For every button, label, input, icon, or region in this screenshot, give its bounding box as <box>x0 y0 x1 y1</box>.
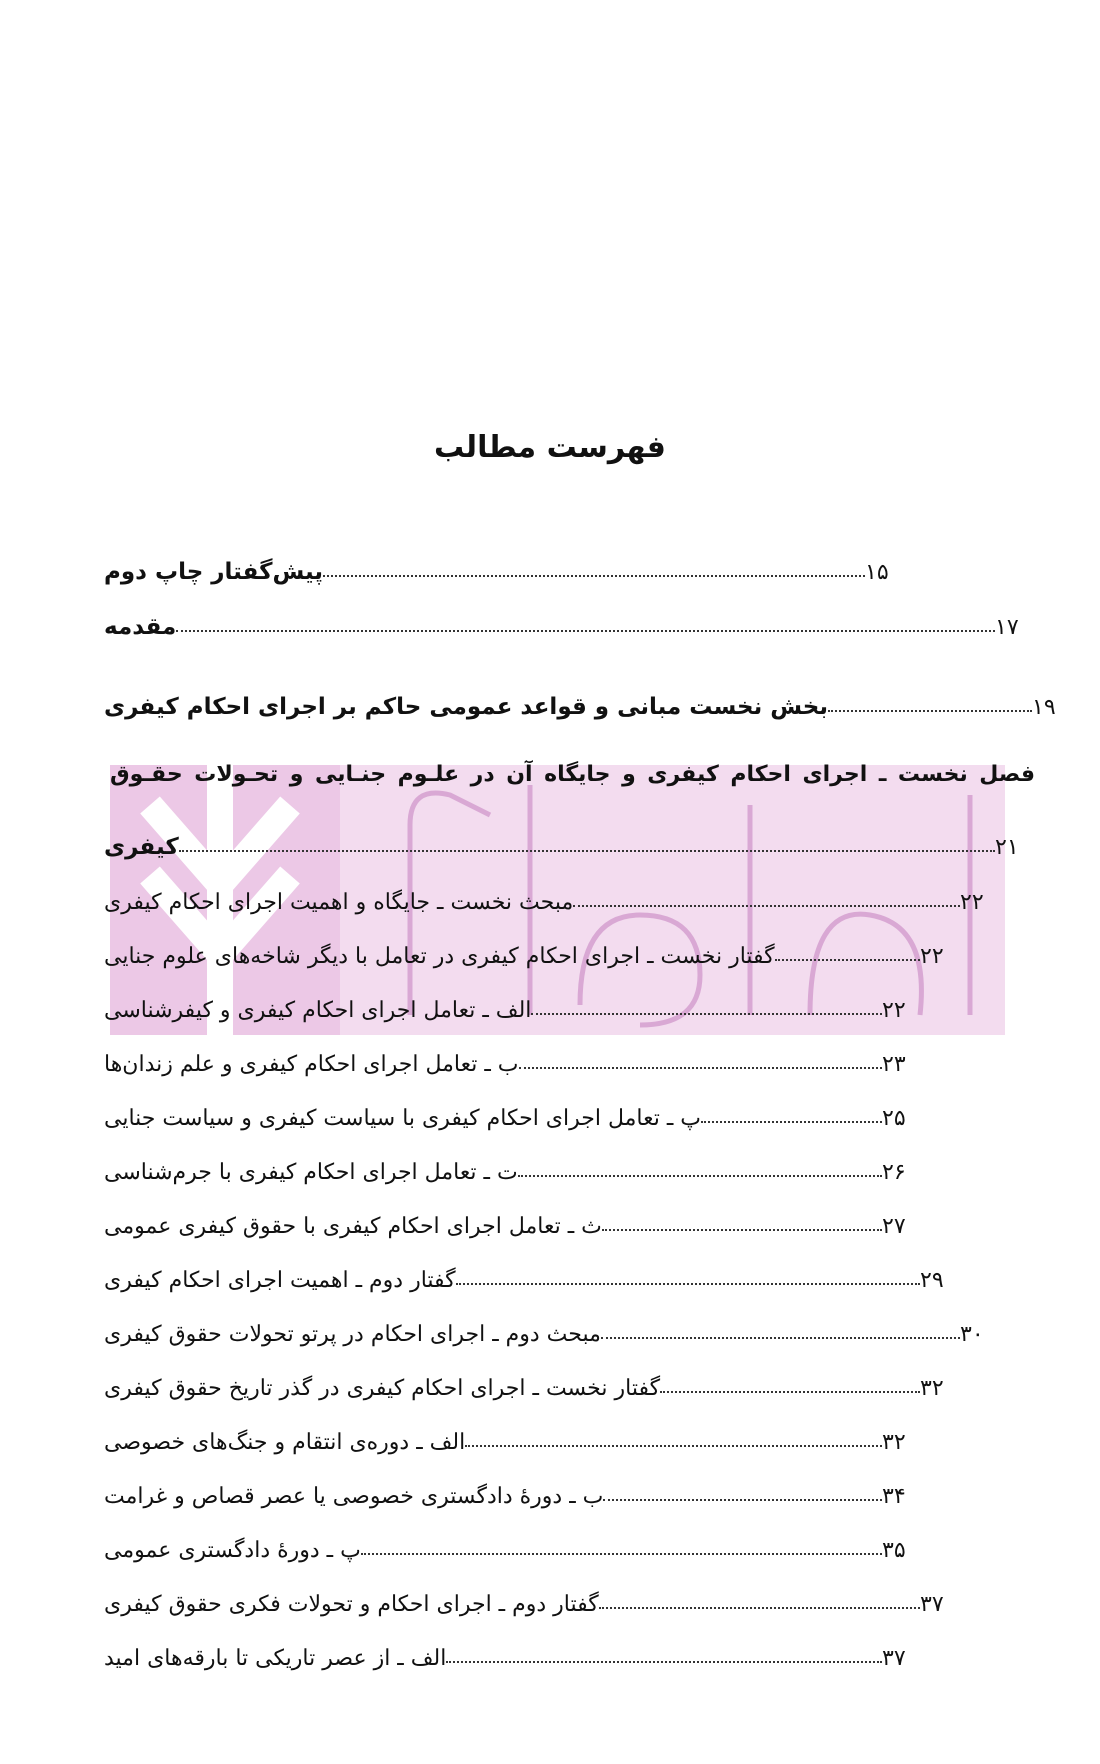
toc-entry-title: گفتار دوم ـ اجرای احکام و تحولات فکری حقوق کیفری <box>104 1592 599 1617</box>
dot-leader <box>531 1013 882 1015</box>
toc-entry-title: الف ـ از عصر تاریکی تا بارقه‌های امید <box>104 1646 447 1671</box>
dot-leader <box>179 850 995 852</box>
page-title: فهرست مطالب <box>434 430 666 465</box>
toc-page-number: ۱۹ <box>1032 695 1056 720</box>
toc-entry-title: الف ـ تعامل اجرای احکام کیفری و کیفرشناسی <box>104 998 532 1023</box>
toc-page-number: ۳۴ <box>882 1484 906 1509</box>
toc-entry-title: ت ـ تعامل اجرای احکام کیفری با جرم‌شناسی <box>104 1160 518 1185</box>
toc-page-number: ۲۵ <box>882 1106 906 1131</box>
toc-entry <box>100 1307 1000 1347</box>
toc-entry <box>100 1037 922 1077</box>
dot-leader <box>603 1499 882 1501</box>
dot-leader <box>828 710 1032 712</box>
toc-page-number: ۳۵ <box>882 1538 906 1563</box>
toc-entry-title: ب ـ تعامل اجرای احکام کیفری و علم زندان‌ها <box>104 1052 519 1077</box>
toc-entry-title: بخش نخست مبانی و قواعد عمومی حاکم بر اجرای احکام کیفری <box>104 694 828 720</box>
dot-leader <box>361 1553 882 1555</box>
toc-entry <box>100 1199 922 1239</box>
toc-entry <box>100 875 1000 915</box>
toc-entry <box>100 1523 922 1563</box>
toc-entry-title: پیش‌گفتار چاپ دوم <box>104 559 324 585</box>
toc-page-number: ۱۵ <box>865 560 889 585</box>
toc-entry-title: مبحث نخست ـ جایگاه و اهمیت اجرای احکام کیفری <box>104 890 574 915</box>
dot-leader <box>701 1121 882 1123</box>
toc-page-number: ۲۹ <box>920 1268 944 1293</box>
toc-entry-title: گفتار نخست ـ اجرای احکام کیفری در تعامل با دیگر شاخه‌های علوم جنایی <box>104 944 775 969</box>
toc-entry-title: پ ـ تعامل اجرای احکام کیفری با سیاست کیفری و سیاست جنایی <box>104 1106 702 1131</box>
toc-page-number: ۲۲ <box>960 890 984 915</box>
toc-entry <box>100 1091 922 1131</box>
toc-entry <box>100 600 1035 640</box>
toc-entry <box>100 1577 960 1617</box>
toc-entry-title: مقدمه <box>104 614 177 640</box>
toc-page-number: ۳۰ <box>960 1322 984 1347</box>
toc-entry <box>100 1631 922 1671</box>
toc-entry-title: الف ـ دوره‌ی انتقام و جنگ‌های خصوصی <box>104 1430 466 1455</box>
dot-leader <box>599 1607 920 1609</box>
toc-page-number: ۲۶ <box>882 1160 906 1185</box>
toc-page-number: ۳۲ <box>882 1430 906 1455</box>
dot-leader <box>573 905 960 907</box>
toc-entry <box>100 1361 960 1401</box>
dot-leader <box>602 1229 882 1231</box>
toc-entry-title: پ ـ دورهٔ دادگستری عمومی <box>104 1538 361 1563</box>
toc-entry <box>100 820 1035 860</box>
toc-entry-title: ث ـ تعامل اجرای احکام کیفری با حقوق کیفری عمومی <box>104 1214 602 1239</box>
toc-page-number: ۲۷ <box>882 1214 906 1239</box>
dot-leader <box>456 1283 920 1285</box>
toc-entry-title: کیفری <box>104 834 179 860</box>
toc-page-number: ۱۷ <box>995 615 1019 640</box>
toc-entry-title-line1: فصل نخست ـ اجرای احکام کیفری و جایگاه آن در علـوم جنـایی و تحـولات حقـوق <box>110 762 1035 787</box>
toc-entry <box>100 1469 922 1509</box>
dot-leader <box>519 1067 883 1069</box>
toc-page-number: ۲۳ <box>882 1052 906 1077</box>
toc-entry <box>100 929 960 969</box>
toc-page-number: ۲۲ <box>882 998 906 1023</box>
dot-leader <box>323 575 865 577</box>
toc-page-number: ۳۷ <box>882 1646 906 1671</box>
toc-entry <box>100 680 1072 720</box>
toc-entry-title: مبحث دوم ـ اجرای احکام در پرتو تحولات حقوق کیفری <box>104 1322 601 1347</box>
toc-page-number: ۲۱ <box>995 835 1019 860</box>
toc-entry-title: گفتار دوم ـ اهمیت اجرای احکام کیفری <box>104 1268 456 1293</box>
dot-leader <box>446 1661 882 1663</box>
toc-page-number: ۲۲ <box>920 944 944 969</box>
toc-entry <box>100 545 905 585</box>
dot-leader <box>518 1175 882 1177</box>
dot-leader <box>176 630 995 632</box>
toc-entry-title: گفتار نخست ـ اجرای احکام کیفری در گذر تاریخ حقوق کیفری <box>104 1376 661 1401</box>
dot-leader <box>660 1391 920 1393</box>
toc-entry <box>100 983 922 1023</box>
toc-entry <box>100 1415 922 1455</box>
dot-leader <box>601 1337 960 1339</box>
toc-entry <box>100 1145 922 1185</box>
dot-leader <box>465 1445 882 1447</box>
toc-entry-title: ب ـ دورهٔ دادگستری خصوصی یا عصر قصاص و غرامت <box>104 1484 604 1509</box>
toc-entry <box>100 1253 960 1293</box>
toc-page-number: ۳۷ <box>920 1592 944 1617</box>
toc-page-number: ۳۲ <box>920 1376 944 1401</box>
dot-leader <box>775 959 920 961</box>
